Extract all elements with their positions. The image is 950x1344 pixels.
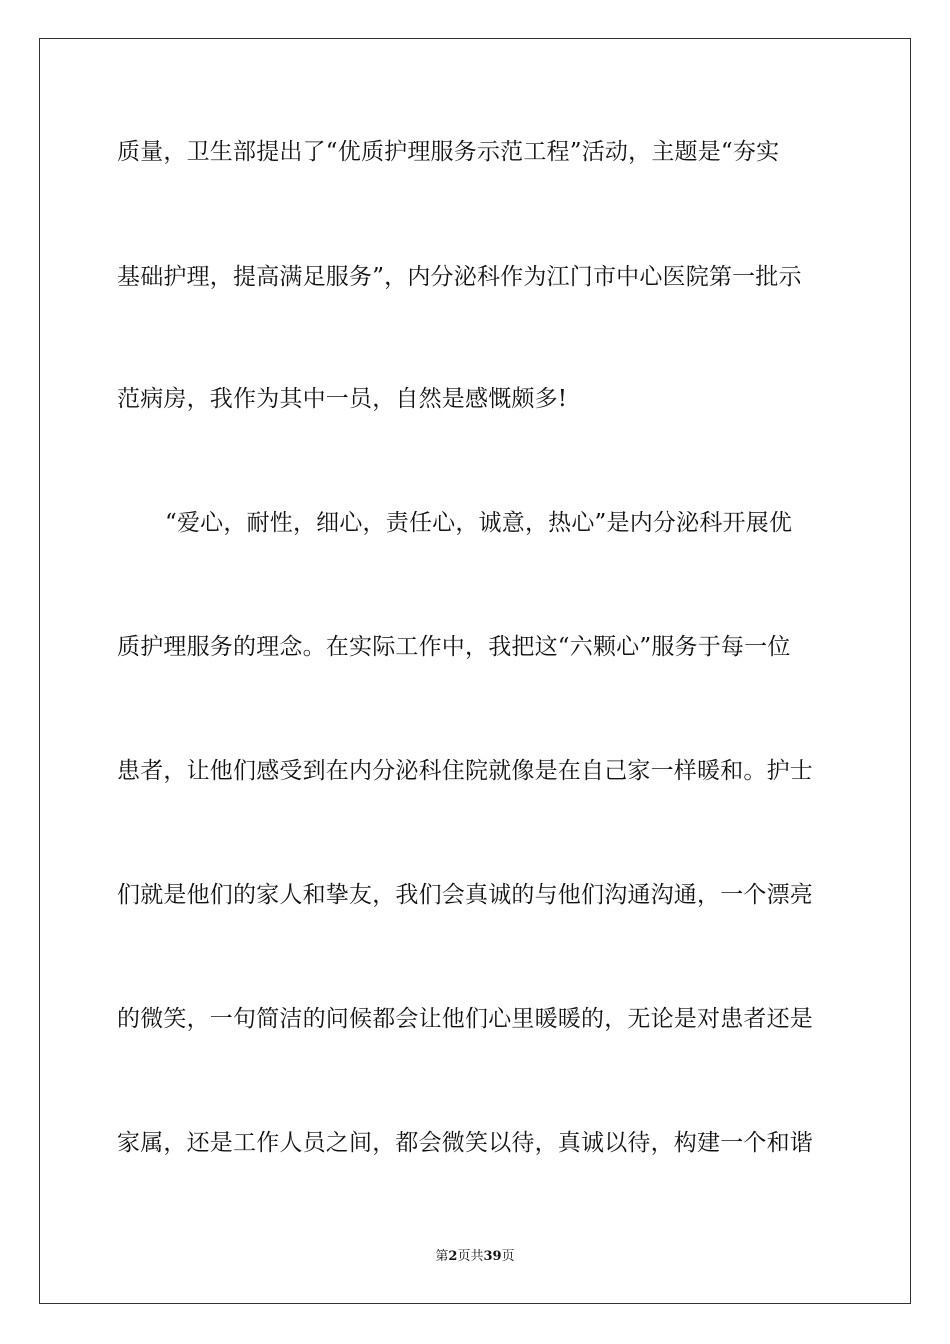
total-prefix: 共 xyxy=(470,1249,484,1264)
text-line-6: 患者，让他们感受到在内分泌科住院就像是在自己家一样暖和。护士 xyxy=(117,758,813,784)
page-prefix: 第 xyxy=(435,1249,449,1264)
page-footer xyxy=(0,1248,950,1266)
total-pages: 39 xyxy=(483,1249,502,1264)
total-suffix: 页 xyxy=(501,1249,515,1264)
text-line-9: 家属，还是工作人员之间，都会微笑以待，真诚以待，构建一个和谐 xyxy=(117,1130,813,1156)
page-suffix: 页 xyxy=(457,1249,471,1264)
page-number: 2 xyxy=(448,1249,458,1264)
text-line-1: 质量，卫生部提出了“优质护理服务示范工程”活动，主题是“夯实 xyxy=(117,139,780,165)
text-line-7: 们就是他们的家人和挚友，我们会真诚的与他们沟通沟通，一个漂亮 xyxy=(117,882,813,908)
text-line-3: 范病房，我作为其中一员，自然是感慨颇多! xyxy=(117,386,568,412)
text-line-5: 质护理服务的理念。在实际工作中，我把这“六颗心”服务于每一位 xyxy=(117,634,791,660)
page-border xyxy=(39,38,911,1304)
text-line-4: “爱心，耐性，细心，责任心，诚意，热心”是内分泌科开展优 xyxy=(165,510,793,536)
text-line-8: 的微笑，一句简洁的问候都会让他们心里暖暖的，无论是对患者还是 xyxy=(117,1006,813,1032)
text-line-2: 基础护理，提高满足服务”，内分泌科作为江门市中心医院第一批示 xyxy=(117,264,802,290)
